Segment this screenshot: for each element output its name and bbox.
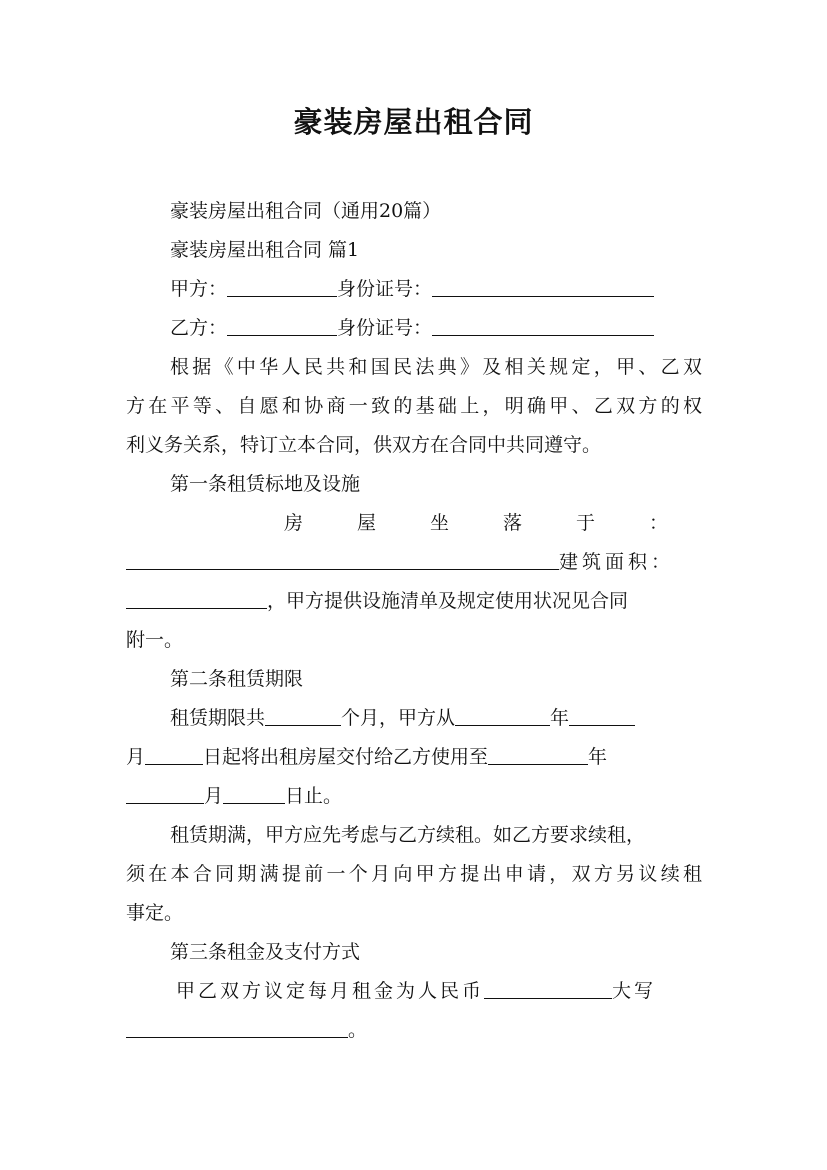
- rent-line: [176, 976, 702, 1006]
- rent-capital-blank: [126, 1018, 348, 1038]
- rent-capital-line: [126, 1015, 702, 1045]
- term-text-3: 日起将出租房屋交付给乙方使用至: [203, 746, 489, 768]
- party-a-label: 甲方：: [170, 278, 228, 300]
- term-text-4: 日止。: [285, 785, 343, 807]
- party-a-blank: [227, 277, 337, 297]
- term-line-1: [170, 703, 702, 733]
- renewal-line-2: 须在本合同期满提前一个月向甲方提出申请，双方另议续租: [126, 863, 702, 885]
- term-text-2: 个月，甲方从: [341, 707, 456, 729]
- facilities-text: ，甲方提供设施清单及规定使用状况见合同: [267, 590, 629, 612]
- period-mark: 。: [348, 1019, 368, 1041]
- article-1-heading: 第一条租赁标地及设施: [170, 473, 361, 495]
- term-line-3: [126, 781, 702, 811]
- area-line: [126, 547, 702, 577]
- area-blank: [126, 589, 267, 609]
- party-b-label: 乙方：: [170, 317, 228, 339]
- start-day-blank: [145, 745, 203, 765]
- article-2-heading: 第二条租赁期限: [170, 668, 304, 690]
- months-blank: [265, 706, 341, 726]
- year-label: 年: [550, 707, 570, 729]
- facilities-line: [126, 586, 702, 616]
- subtitle-line: [170, 196, 702, 226]
- end-month-blank: [126, 784, 204, 804]
- preamble-line-1: 根据《中华人民共和国民法典》及相关规定，甲、乙双: [170, 356, 702, 378]
- renewal-line-3: 事定。: [126, 902, 184, 924]
- start-year-blank: [455, 706, 550, 726]
- party-b-id-blank: [432, 316, 654, 336]
- party-b-id-label: 身份证号：: [337, 317, 433, 339]
- preamble-line-2: 方在平等、自愿和协商一致的基础上，明确甲、乙双方的权: [126, 395, 702, 417]
- section-heading-text: 豪装房屋出租合同 篇1: [170, 239, 360, 261]
- article-3-heading: 第三条租金及支付方式: [170, 941, 361, 963]
- party-b-line: [170, 313, 702, 343]
- start-month-blank: [569, 706, 635, 726]
- month-label: 月: [126, 746, 146, 768]
- party-a-id-label: 身份证号：: [337, 278, 433, 300]
- term-line-2: [126, 742, 702, 772]
- subtitle-text: 豪装房屋出租合同（通用20篇）: [170, 200, 442, 222]
- term-text-1: 租赁期限共: [170, 707, 266, 729]
- year-label-2: 年: [588, 746, 608, 768]
- rent-text: 甲乙双方议定每月租金为人民币: [176, 980, 485, 1002]
- capital-label: 大写: [612, 980, 657, 1002]
- party-a-line: [170, 274, 702, 304]
- area-label: 建筑面积：: [559, 551, 675, 573]
- preamble-line-3: 利义务关系，特订立本合同，供双方在合同中共同遵守。: [126, 434, 602, 456]
- party-b-blank: [227, 316, 337, 336]
- house-location-label: 房屋坐落于：: [284, 512, 723, 534]
- rent-amount-blank: [484, 979, 612, 999]
- document-title: 豪装房屋出租合同: [293, 105, 534, 139]
- section-heading: [170, 235, 702, 265]
- renewal-line-1: 租赁期满，甲方应先考虑与乙方续租。如乙方要求续租，: [170, 824, 646, 846]
- party-a-id-blank: [432, 277, 654, 297]
- annex-line: 附一。: [126, 629, 184, 651]
- month-label-2: 月: [204, 785, 224, 807]
- end-year-blank: [488, 745, 588, 765]
- end-day-blank: [223, 784, 285, 804]
- location-blank: [126, 550, 559, 570]
